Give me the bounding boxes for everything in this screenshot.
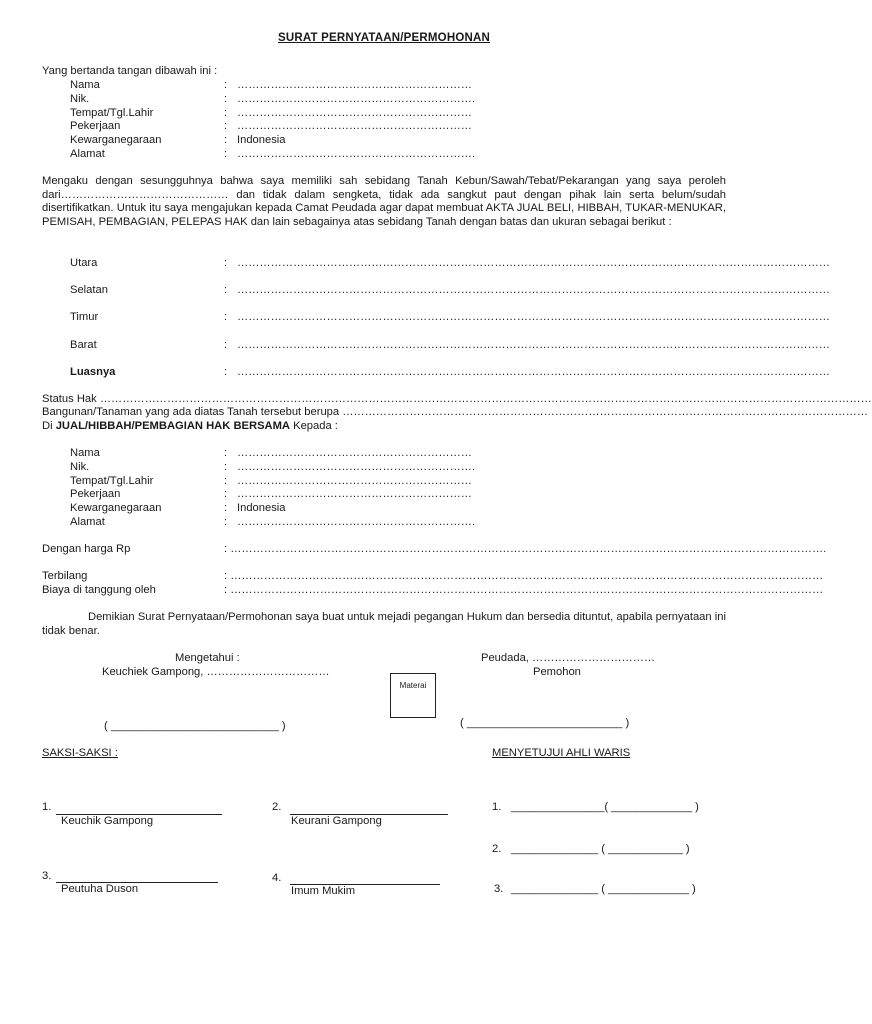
border-north-value: …………………………………………………………………………………………………………………………………………… <box>237 257 830 269</box>
jual-suffix: Kepada : <box>290 420 338 432</box>
saksi-4-number: 4. <box>272 872 282 884</box>
area-label: Luasnya <box>70 366 116 378</box>
person2-address-value: ………………………………………………………. <box>237 516 476 528</box>
person2-ttl-value: ……………………………………………………… <box>237 475 472 487</box>
border-south-label: Selatan <box>70 284 108 296</box>
saksi-2-role: Keurani Gampong <box>291 815 382 827</box>
colon: : <box>224 447 228 459</box>
statement-paragraph: Mengaku dengan sesungguhnya bahwa saya memiliki sah sebidang Tanah Kebun/Sawah/Tebat/Pekarangan yang saya peroleh dari……………………………………… dan tidak dalam sengketa, tidak ada sangkut paut dengan pihak lain serta belum/sudah disertifikatkan. Untuk itu saya mengajukan kepada Camat Peudada agar dapat membuat AKTA JUAL BELI, HIBBAH, TUKAR-MENUKAR, PEMISAH, PEMBAGIAN, PELEPAS HAK dan lain sebagainya atas sebidang Tanah dengan batas dan ukuran sebagai berikut : <box>42 175 726 228</box>
saksi-title: SAKSI-SAKSI : <box>42 747 118 759</box>
person2-nik-value: ………………………………………………………. <box>237 461 476 473</box>
saksi-1-role: Keuchik Gampong <box>61 815 154 827</box>
colon: : <box>224 284 228 296</box>
intro-text: Yang bertanda tangan dibawah ini : <box>42 65 218 77</box>
saksi-2-number: 2. <box>272 801 282 813</box>
materai-box <box>390 673 436 718</box>
ahli-waris-title: MENYETUJUI AHLI WARIS <box>492 747 631 759</box>
harga-label: Dengan harga Rp <box>42 543 131 555</box>
signature-bracket-right: ( _________________________ ) <box>460 717 630 729</box>
saksi-3-role: Peutuha Duson <box>61 883 139 895</box>
mengetahui-label: Mengetahui : <box>175 652 240 664</box>
area-value: …………………………………………………………………………………………………………………………………………… <box>237 366 830 378</box>
saksi-3-number: 3. <box>42 870 52 882</box>
person1-nationality-label: Kewarganegaraan <box>70 134 162 146</box>
ahli-2-line: ______________ ( ____________ ) <box>511 843 690 855</box>
border-west-label: Barat <box>70 339 97 351</box>
colon: : <box>224 366 228 378</box>
document-title: SURAT PERNYATAAN/PERMOHONAN <box>278 32 490 44</box>
signature-bracket-left: ( ___________________________ ) <box>104 720 286 732</box>
person2-name-label: Nama <box>70 447 100 459</box>
colon: : <box>224 257 228 269</box>
border-east-value: …………………………………………………………………………………………………………………………………………… <box>237 311 830 323</box>
colon: : <box>224 339 228 351</box>
saksi-1-number: 1. <box>42 801 52 813</box>
colon: : <box>224 134 228 146</box>
person2-nationality-value: Indonesia <box>237 502 286 514</box>
ahli-2-number: 2. <box>492 843 502 855</box>
jual-bold: JUAL/HIBBAH/PEMBAGIAN HAK BERSAMA <box>55 420 291 432</box>
ahli-3-line: ______________ ( _____________ ) <box>511 883 696 895</box>
colon: : <box>224 516 228 528</box>
person2-name-value: ……………………………………………………… <box>237 447 472 459</box>
person2-nationality-label: Kewarganegaraan <box>70 502 162 514</box>
colon: : <box>224 475 228 487</box>
materai-label: Materai <box>399 681 427 690</box>
colon: : <box>224 79 228 91</box>
biaya-value: : …………………………………………………………………………………………………………………………………………… <box>224 584 824 596</box>
person1-name-label: Nama <box>70 79 100 91</box>
colon: : <box>224 502 228 514</box>
person1-nik-label: Nik. <box>70 93 90 105</box>
person1-nationality-value: Indonesia <box>237 134 286 146</box>
colon: : <box>224 120 228 132</box>
person2-address-label: Alamat <box>70 516 105 528</box>
terbilang-label: Terbilang <box>42 570 88 582</box>
colon: : <box>224 461 228 473</box>
person1-nik-value: ………………………………………………………. <box>237 93 476 105</box>
border-north-label: Utara <box>70 257 98 269</box>
colon: : <box>224 93 228 105</box>
person1-name-value: ……………………………………………………… <box>237 79 472 91</box>
place-date: Peudada, …………………………… <box>481 652 656 664</box>
border-south-value: …………………………………………………………………………………………………………………………………………… <box>237 284 830 296</box>
closing-paragraph: Demikian Surat Pernyataan/Permohonan saya buat untuk mejadi pegangan Hukum dan bersedia dituntut, apabila pernyataan ini tidak benar. <box>42 611 726 637</box>
person1-ttl-value: ……………………………………………………… <box>237 107 472 119</box>
colon: : <box>224 488 228 500</box>
status-hak-line: Status Hak ……………………………………………………………………………………………………………………………………………………………………………………… <box>42 393 872 405</box>
saksi-4-role: Imum Mukim <box>291 885 356 897</box>
jual-prefix: Di <box>42 420 56 432</box>
harga-value: : ……………………………………………………………………………………………………………………………………………. <box>224 543 827 555</box>
ahli-3-number: 3. <box>494 883 504 895</box>
pemohon-label: Pemohon <box>533 666 581 678</box>
person1-address-value: ………………………………………………………. <box>237 148 476 160</box>
person2-nik-label: Nik. <box>70 461 90 473</box>
ahli-1-number: 1. <box>492 801 502 813</box>
person1-job-value: ……………………………………………………… <box>237 120 472 132</box>
colon: : <box>224 311 228 323</box>
ahli-1-line: _______________( _____________ ) <box>511 801 699 813</box>
person1-address-label: Alamat <box>70 148 105 160</box>
person1-job-label: Pekerjaan <box>70 120 121 132</box>
biaya-label: Biaya di tanggung oleh <box>42 584 156 596</box>
person1-ttl-label: Tempat/Tgl.Lahir <box>70 107 154 119</box>
person2-job-label: Pekerjaan <box>70 488 121 500</box>
colon: : <box>224 107 228 119</box>
person2-ttl-label: Tempat/Tgl.Lahir <box>70 475 154 487</box>
border-west-value: …………………………………………………………………………………………………………………………………………… <box>237 339 830 351</box>
keuchiek-label: Keuchiek Gampong, …………………………… <box>102 666 330 678</box>
terbilang-value: : …………………………………………………………………………………………………………………………………………… <box>224 570 824 582</box>
bangunan-line: Bangunan/Tanaman yang ada diatas Tanah tersebut berupa …………………………………………………………………………………………………………………………… <box>42 406 869 418</box>
person2-job-value: ……………………………………………………… <box>237 488 472 500</box>
colon: : <box>224 148 228 160</box>
border-east-label: Timur <box>70 311 99 323</box>
jual-line <box>42 420 338 432</box>
